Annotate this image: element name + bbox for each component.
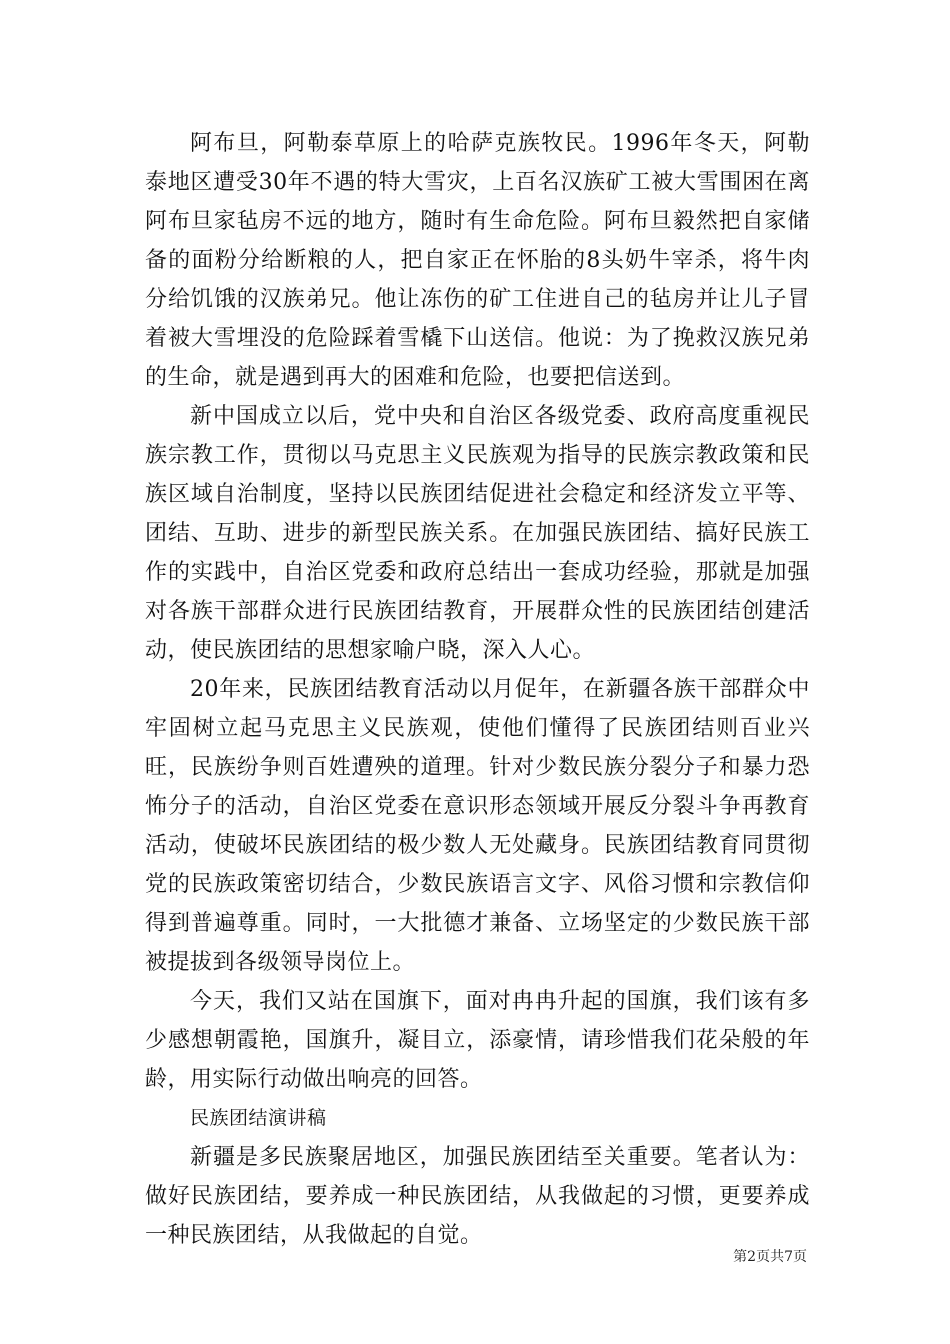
paragraph-abudan: 阿布旦，阿勒泰草原上的哈萨克族牧民。1996年冬天，阿勒泰地区遭受30年不遇的特大雪灾，上百名汉族矿工被大雪围困在离阿布旦家毡房不远的地方，随时有生命危险。阿布旦毅然把自家储备的面粉分给断粮的人，把自家正在怀胎的8头奶牛宰杀，将牛肉分给饥饿的汉族弟兄。他让冻伤的矿工住进自己的毡房并让儿子冒着被大雪埋没的危险踩着雪橇下山送信。他说：为了挽救汉族兄弟的生命，就是遇到再大的困难和危险，也要把信送到。 xyxy=(145,131,810,390)
paragraph-twenty-years: 20年来，民族团结教育活动以月促年，在新疆各族干部群众中牢固树立起马克思主义民族观，使他们懂得了民族团结则百业兴旺，民族纷争则百姓遭殃的道理。针对少数民族分裂分子和暴力恐怖分子的活动，自治区党委在意识形态领域开展反分裂斗争再教育活动，使破坏民族团结的极少数人无处藏身。民族团结教育同贯彻党的民族政策密切结合，少数民族语言文字、风俗习惯和宗教信仰得到普遍尊重。同时，一大批德才兼备、立场坚定的少数民族干部被提拔到各级领导岗位上。 xyxy=(145,677,810,975)
page-number-footer: 第2页共7页 xyxy=(733,1249,807,1265)
paragraph-national-flag: 今天，我们又站在国旗下，面对冉冉升起的国旗，我们该有多少感想朝霞艳，国旗升，凝目立，添豪情，请珍惜我们花朵般的年龄，用实际行动做出响亮的回答。 xyxy=(145,989,810,1092)
paragraph-xinjiang: 新疆是多民族聚居地区，加强民族团结至关重要。笔者认为：做好民族团结，要养成一种民族团结，从我做起的习惯，更要养成一种民族团结，从我做起的自觉。 xyxy=(145,1145,810,1248)
document-body xyxy=(145,124,810,1255)
paragraph-new-china: 新中国成立以后，党中央和自治区各级党委、政府高度重视民族宗教工作，贯彻以马克思主义民族观为指导的民族宗教政策和民族区域自治制度，坚持以民族团结促进社会稳定和经济发立平等、团结、互助、进步的新型民族关系。在加强民族团结、搞好民族工作的实践中，自治区党委和政府总结出一套成功经验，那就是加强对各族干部群众进行民族团结教育，开展群众性的民族团结创建活动，使民族团结的思想家喻户晓，深入人心。 xyxy=(145,404,810,663)
section-title: 民族团结演讲稿 xyxy=(190,1107,327,1129)
